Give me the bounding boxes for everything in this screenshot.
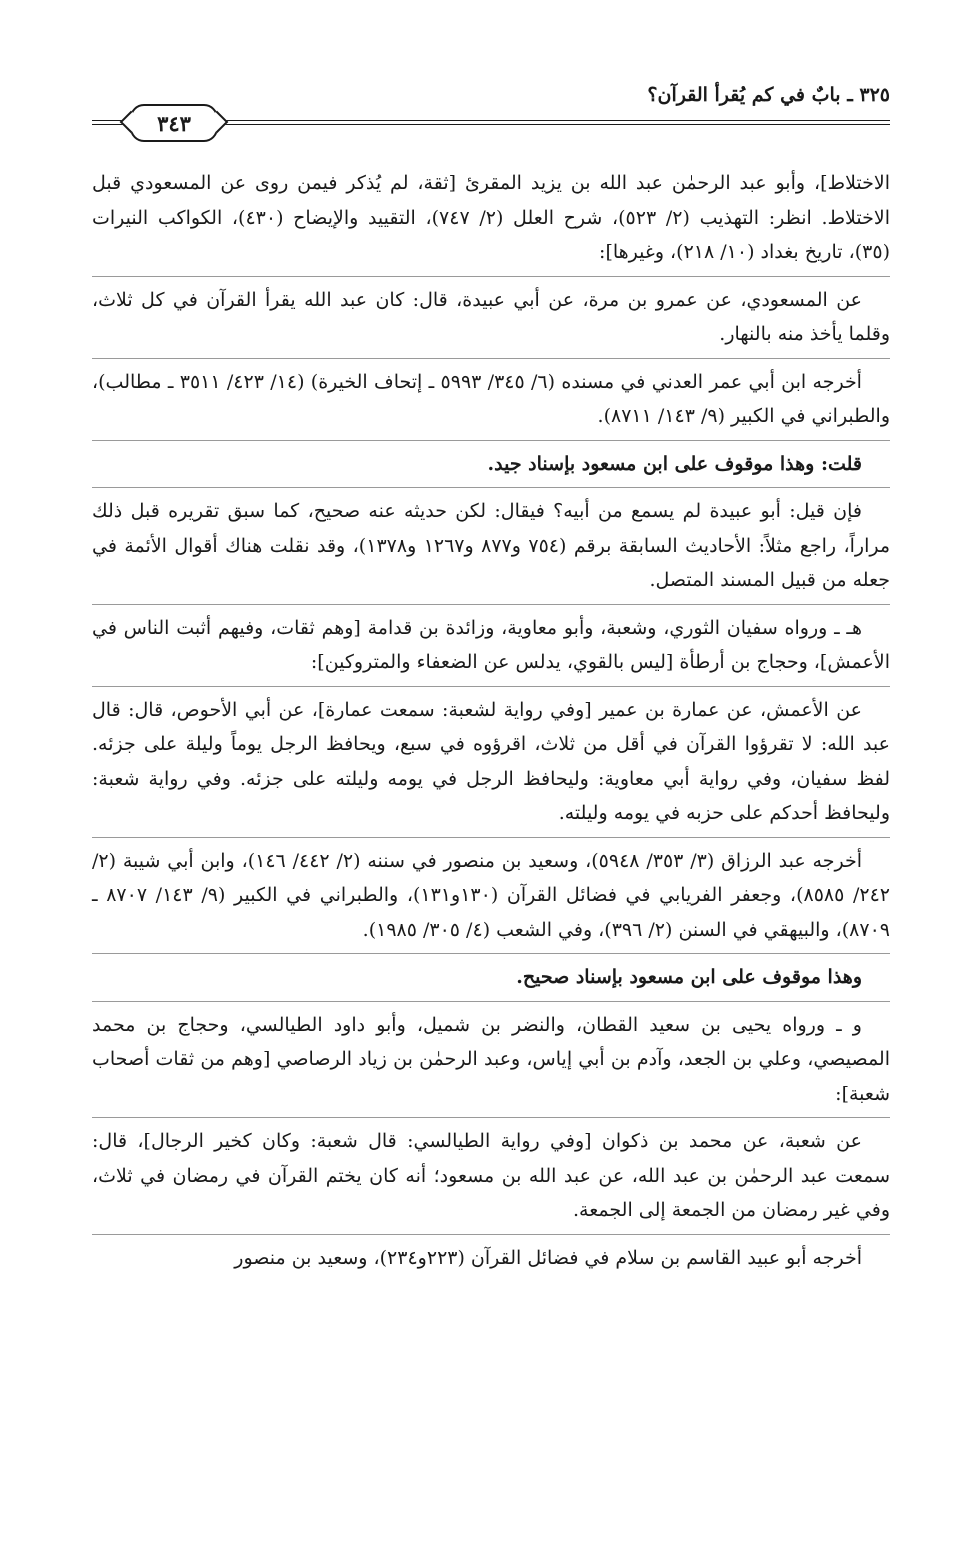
divider (92, 1117, 890, 1118)
page-header (92, 80, 890, 158)
paragraph: هـ ـ ورواه سفيان الثوري، وشعبة، وأبو معاوية، وزائدة بن قدامة [وهم ثقات، وفيهم أثبت الناس في الأعمش]، وحجاج بن أرطأة [ليس بالقوي، يدلس عن الضعفاء والمتروكين]: (92, 616, 890, 673)
divider (92, 276, 890, 277)
page-number: ٣٤٣ (157, 110, 191, 136)
divider (92, 440, 890, 441)
divider (92, 1001, 890, 1002)
paragraph: عن المسعودي، عن عمرو بن مرة، عن أبي عبيدة، قال: كان عبد الله يقرأ القرآن في كل ثلاث، وقلما يأخذ منه بالنهار. (92, 288, 890, 345)
paragraph: فإن قيل: أبو عبيدة لم يسمع من أبيه؟ فيقال: لكن حديثه عنه صحيح، كما سبق تقريره قبل ذلك مراراً، راجع مثلاً: الأحاديث السابقة برقم (٧٥٤ و٨٧٧ و١٢٦٧ و١٣٧٨)، وقد نقلت هناك أقوال الأئمة في جعله من قبيل المسند المتصل. (92, 500, 891, 591)
divider (92, 487, 890, 488)
body-text (92, 166, 890, 1275)
document-page (0, 80, 980, 1550)
divider (92, 604, 890, 605)
running-title: ٣٢٥ ـ بابٌ في كم يُقرأ القرآن؟ (647, 84, 890, 106)
paragraph: أخرجه أبو عبيد القاسم بن سلام في فضائل القرآن (٢٢٣و٢٣٤)، وسعيد بن منصور (234, 1246, 862, 1269)
divider (92, 358, 890, 359)
paragraph: عن الأعمش، عن عمارة بن عمير [وفي رواية لشعبة: سمعت عمارة]، عن أبي الأحوص، قال: قال عبد الله: لا تقرؤوا القرآن في أقل من ثلاث، اقرؤوه في سبع، ويحافظ الرجل يوماً وليلة على جزئه. لفظ سفيان، وفي رواية أبي معاوية: وليحافظ الرجل في يومه وليلته على جزئه. وفي رواية شعبة: وليحافظ أحدكم على حزبه في يومه وليلته. (92, 698, 890, 824)
paragraph: عن شعبة، عن محمد بن ذكوان [وفي رواية الطيالسي: قال شعبة: وكان كخير الرجال]، قال: سمعت عبد الرحمٰن بن عبد الله، عن عبد الله بن مسعود؛ أنه كان يختم القرآن في رمضان في ثلاث، وفي غير رمضان من الجمعة إلى الجمعة. (92, 1130, 890, 1221)
divider (92, 953, 890, 954)
paragraph: قلت: وهذا موقوف على ابن مسعود بإسناد جيد. (487, 452, 862, 475)
paragraph: وهذا موقوف على ابن مسعود بإسناد صحيح. (516, 966, 862, 988)
page-number-badge (130, 104, 218, 142)
paragraph: أخرجه عبد الرزاق (٣/ ٣٥٣/ ٥٩٤٨)، وسعيد بن منصور في سننه (٢/ ٤٤٢/ ١٤٦)، وابن أبي شيبة (٢/ ٢٤٢/ ٨٥٨٥)، وجعفر الفريابي في فضائل القرآن (١٣٠و١٣١)، والطبراني في الكبير (٩/ ١٤٣/ ٨٧٠٧ ـ ٨٧٠٩)، والبيهقي في السنن (٢/ ٣٩٦)، وفي الشعب (٤/ ٣٠٥/ ١٩٨٥). (92, 849, 890, 941)
divider (92, 686, 890, 687)
paragraph: أخرجه ابن أبي عمر العدني في مسنده (٦/ ٣٤٥/ ٥٩٩٣ ـ إتحاف الخيرة) (١٤/ ٤٢٣/ ٣٥١١ ـ مطالب)، والطبراني في الكبير (٩/ ١٤٣/ ٨٧١١). (92, 370, 890, 427)
divider (92, 837, 890, 838)
paragraph: الاختلاط]، وأبو عبد الرحمٰن عبد الله بن يزيد المقرئ [ثقة، لم يُذكر فيمن روى عن المسعودي قبل الاختلاط. انظر: التهذيب (٢/ ٥٢٣)، شرح العلل (٢/ ٧٤٧)، التقييد والإيضاح (٤٣٠)، الكواكب النيرات (٣٥)، تاريخ بغداد (١٠/ ٢١٨)، وغيرها]: (92, 172, 890, 263)
paragraph: و ـ ورواه يحيى بن سعيد القطان، والنضر بن شميل، وأبو داود الطيالسي، وحجاج بن محمد المصيصي، وعلي بن الجعد، وآدم بن أبي إياس، وعبد الرحمٰن بن زياد الرصاصي [وهم من ثقات أصحاب شعبة]: (92, 1013, 890, 1105)
divider (92, 1234, 890, 1235)
